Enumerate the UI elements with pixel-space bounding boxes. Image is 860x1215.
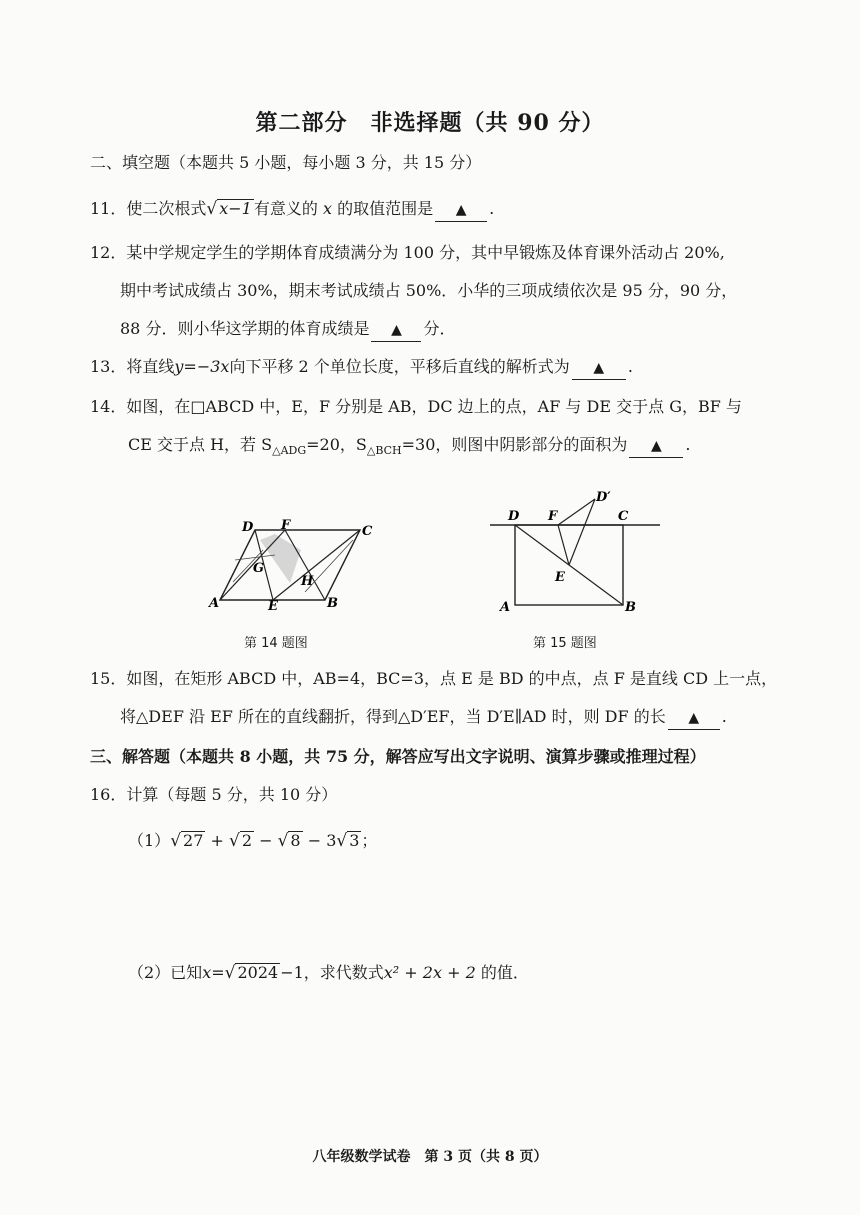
- fig15-label-f: F: [548, 509, 558, 524]
- question-11: 11．使二次根式√ x−1 有意义的 x 的取值范围是 ▲ .: [90, 198, 494, 222]
- section-title: 第二部分 非选择题（共 90 分）: [255, 110, 605, 136]
- figure-14-caption: 第 14 题图: [244, 636, 308, 651]
- fig14-label-e: E: [268, 599, 278, 614]
- q11-post: 有意义的: [253, 199, 318, 218]
- question-13: 13．将直线y=−3x向下平移 2 个单位长度，平移后直线的解析式为 ▲ .: [90, 356, 633, 380]
- q12-num: 12．: [90, 243, 127, 262]
- q13-answer-blank[interactable]: ▲: [572, 356, 626, 380]
- q11-post2: 的取值范围是: [337, 199, 434, 218]
- question-12-line2: 期中考试成绩占 30%，期末考试成绩占 50%．小华的三项成绩依次是 95 分，90 分，: [120, 281, 738, 300]
- fig14-label-a: A: [209, 596, 220, 611]
- fig14-label-d: D: [242, 520, 254, 535]
- section2-heading: 二、填空题（本题共 5 小题，每小题 3 分，共 15 分）: [90, 153, 482, 172]
- q16-part2: （2）已知x=√ 2024 −1，求代数式x² + 2x + 2 的值．: [128, 963, 529, 983]
- fig15-label-e: E: [555, 570, 565, 585]
- question-12-line3: 88 分．则小华这学期的体育成绩是 ▲ 分．: [120, 318, 455, 342]
- fig14-label-f: F: [281, 518, 291, 533]
- figure-15-caption: 第 15 题图: [533, 636, 597, 651]
- question-14-line2: CE 交于点 H，若 $S_{\triangle ADG}=20$，$S_{\triangle BCH}=30$，则图中阴影部分的面积为 ▲ .: [128, 435, 691, 458]
- question-15-line1: 15．如图，在矩形 ABCD 中，AB=4，BC=3，点 E 是 BD 的中点，点 F 是直线 CD 上一点，: [90, 669, 778, 688]
- page-footer: 八年级数学试卷 第 3 页（共 8 页）: [312, 1149, 548, 1165]
- question-15-line2: 将△DEF 沿 EF 所在的直线翻折，得到△D′EF，当 D′E∥AD 时，则 DF 的长 ▲ .: [120, 706, 727, 730]
- q11-pre: 使二次根式: [126, 199, 207, 218]
- question-14-line1: 14．如图，在□ABCD 中，E，F 分别是 AB，DC 边上的点，AF 与 DE 交于点 G，BF 与: [90, 397, 742, 416]
- section3-heading: 三、解答题（本题共 8 小题，共 75 分，解答应写出文字说明、演算步骤或推理过程）: [90, 747, 706, 766]
- fig14-label-g: G: [253, 561, 265, 576]
- fig15-label-d-prime: D′: [596, 490, 611, 505]
- fig15-label-b: B: [625, 600, 636, 615]
- q11-answer-blank[interactable]: ▲: [435, 198, 487, 222]
- q13-equation: y=−3x: [174, 357, 230, 376]
- q11-num: 11．: [90, 199, 127, 218]
- q14-answer-blank[interactable]: ▲: [629, 434, 683, 458]
- fig14-label-c: C: [362, 524, 373, 539]
- q16-part1: （1）√ 27 + √ 2 − √ 8 − 3√ 3 ；: [128, 831, 378, 851]
- q11-var: x: [322, 199, 332, 218]
- q15-answer-blank[interactable]: ▲: [668, 706, 720, 730]
- q12-answer-blank[interactable]: ▲: [371, 318, 421, 342]
- figure-15-rectangle: [490, 485, 670, 620]
- q11-radicand: x−1: [219, 199, 252, 218]
- radical-sign: √: [206, 199, 218, 219]
- figure-14-parallelogram: [205, 510, 385, 615]
- fig14-label-b: B: [327, 596, 338, 611]
- fig14-label-h: H: [301, 574, 314, 589]
- question-12-line1: 12．某中学规定学生的学期体育成绩满分为 100 分，其中早锻炼及体育课外活动占 20%,: [90, 243, 725, 262]
- question-16: 16．计算（每题 5 分，共 10 分）: [90, 785, 338, 804]
- fig15-label-c: C: [618, 509, 629, 524]
- fig15-label-d: D: [508, 509, 520, 524]
- fig15-label-a: A: [500, 600, 511, 615]
